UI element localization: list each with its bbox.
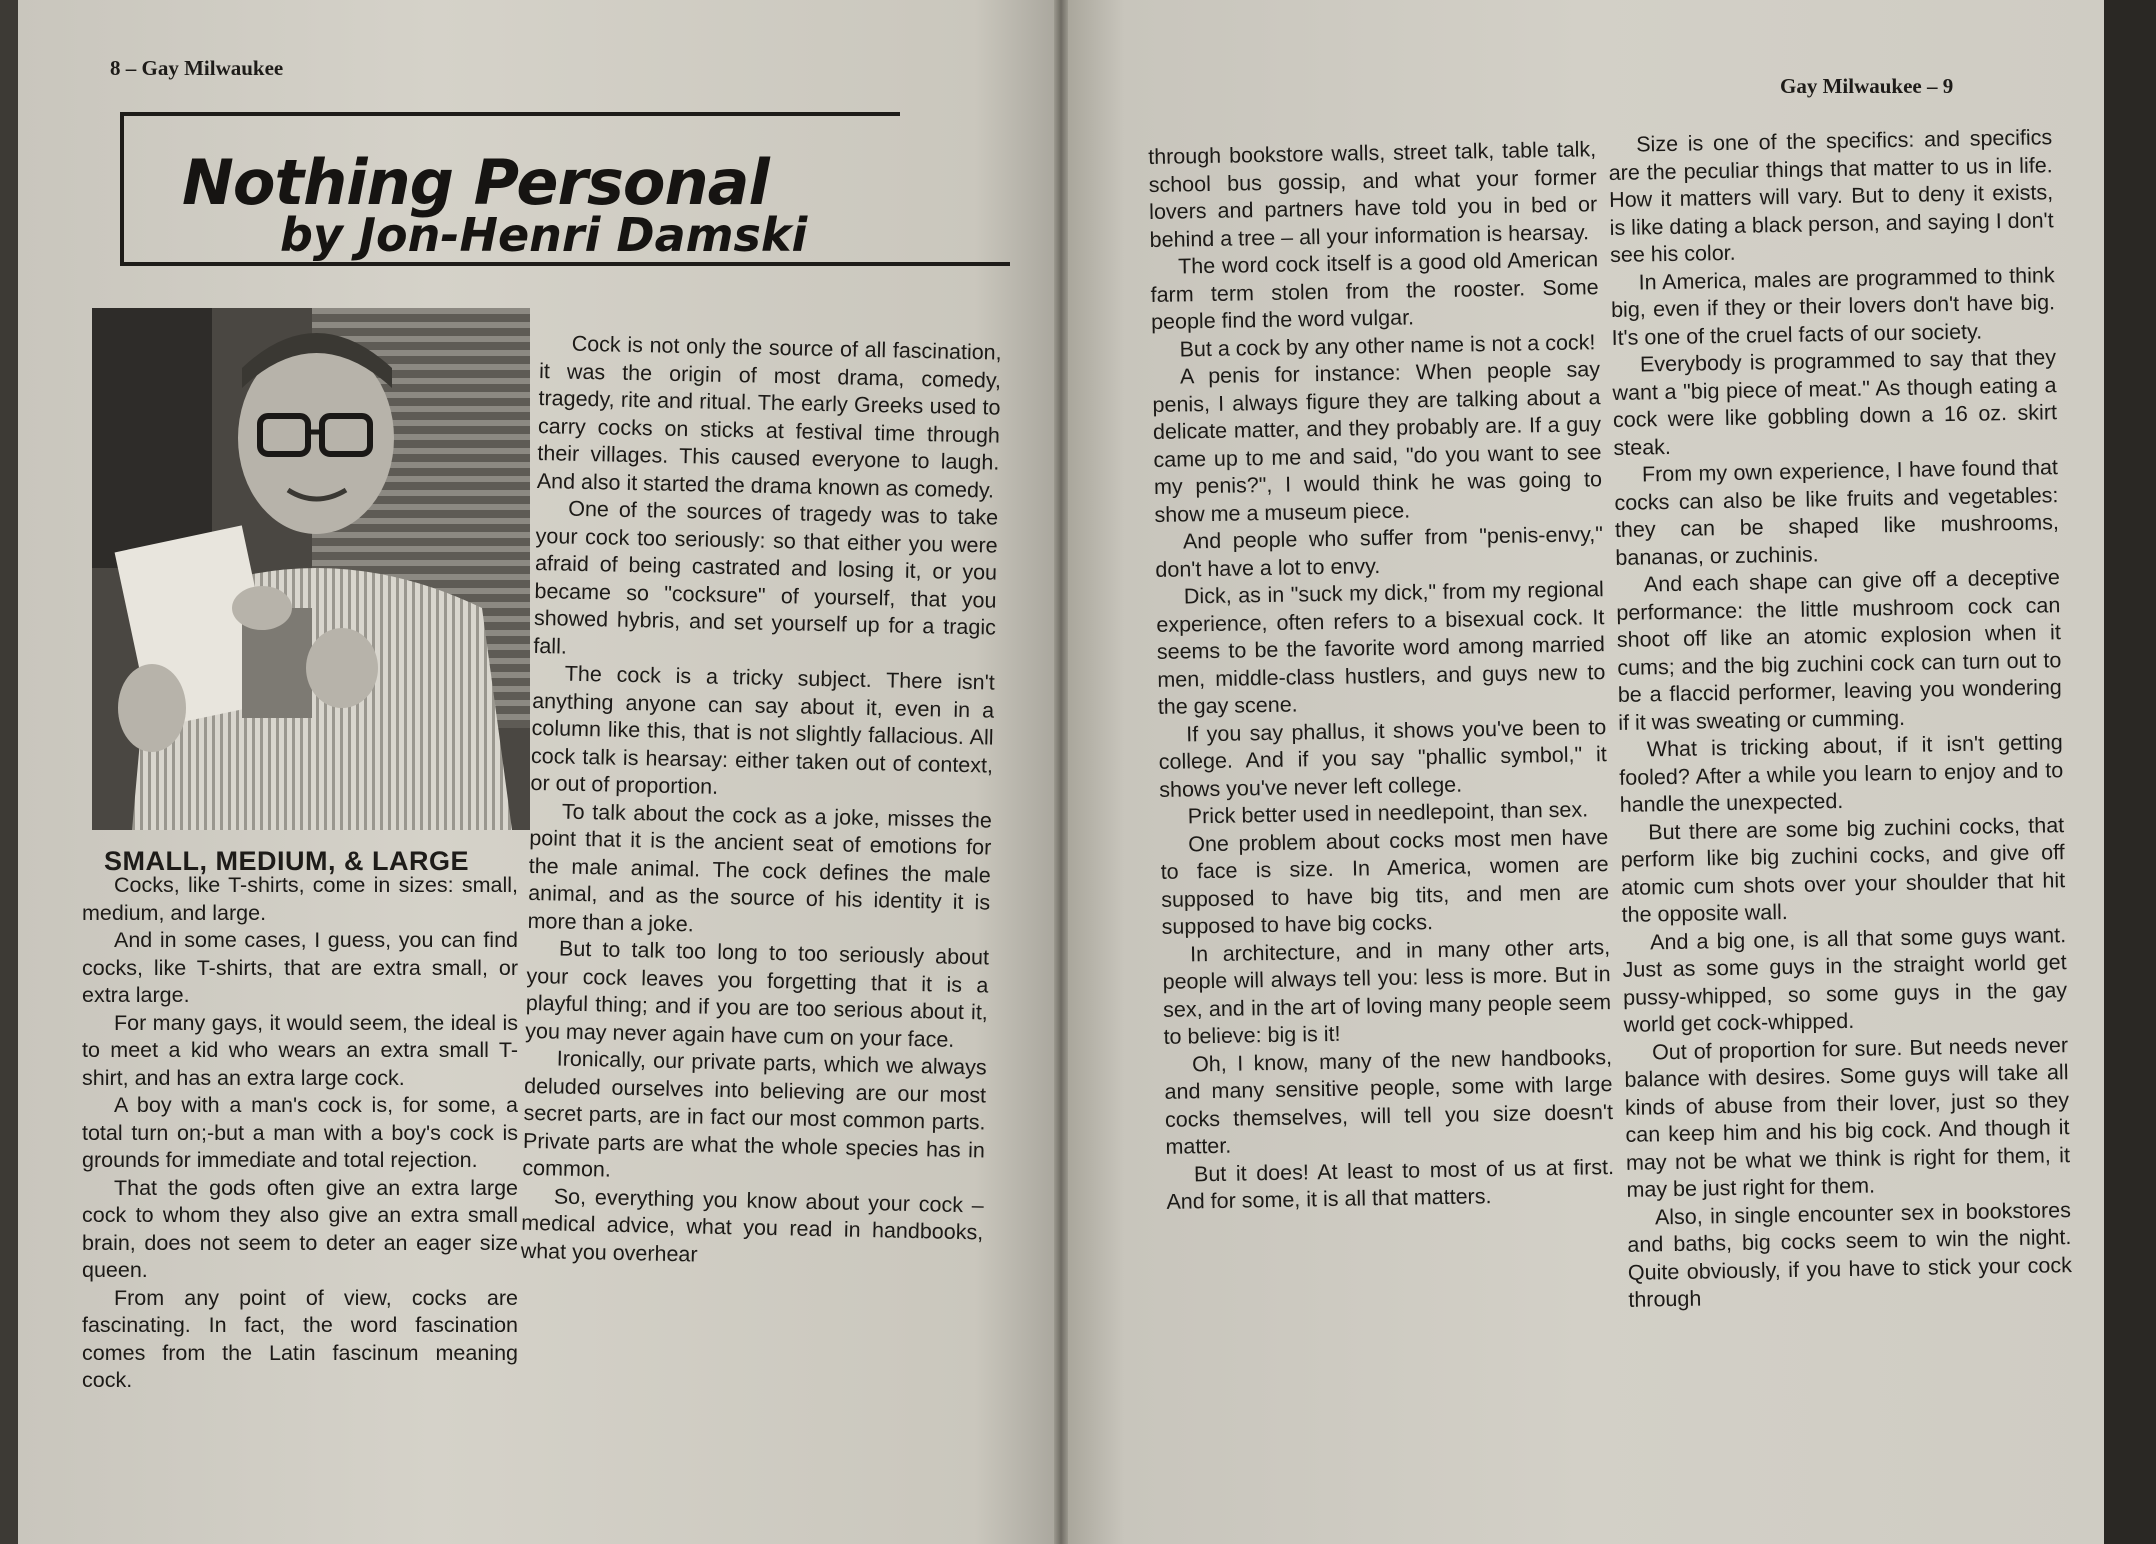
paragraph: The cock is a tricky subject. There isn't anything anyone can say about it, even in a column like this, that is not slightly fallacious. All cock talk is hearsay: either taken out of context, or out of proportion. bbox=[530, 661, 995, 799]
paragraph: And each shape can give off a deceptive performance: the little mushroom cock can shoot off like an atomic explosion when it cums; and the big zuchini cock can turn out to be a flaccid performer, leaving you wondering if it was sweating or cumming. bbox=[1616, 565, 2062, 735]
paragraph: Everybody is programmed to say that they want a "big piece of meat." As though eating a cock were like gobbling down a 16 oz. skirt steak. bbox=[1612, 345, 2058, 460]
author-photo bbox=[92, 308, 530, 830]
title-rule-left bbox=[120, 112, 124, 262]
author-photo-image bbox=[92, 308, 530, 830]
paragraph: One of the sources of tragedy was to take your cock too seriously: so that either you were afraid of being castrated and losing it, or you became so "cocksure" of yourself, that you showed hybris, and set yourself up for a tragic fall. bbox=[533, 496, 999, 659]
paragraph: What is tricking about, if it isn't getting fooled? After a while you learn to enjoy and to handle the unexpected. bbox=[1619, 730, 2064, 817]
article-byline: by Jon-Henri Damski bbox=[280, 208, 808, 262]
paragraph: And a big one, is all that some guys want. Just as some guys in the straight world get pussy-whipped, so some guys in the gay world get cock-whipped. bbox=[1622, 922, 2068, 1037]
paragraph: Cock is not only the source of all fascination, it was the origin of most drama, comedy, tragedy, rite and ritual. The early Greeks used to carry cocks on sticks at festival time through their villages. This caused everyone to laugh. And also it started the drama known as comedy. bbox=[536, 331, 1002, 503]
folio-right: Gay Milwaukee – 9 bbox=[1780, 74, 1954, 98]
paragraph: One problem about cocks most men have to face is size. In America, women are supposed to have big tits, and men are supposed to have big cocks. bbox=[1160, 824, 1610, 939]
column-4 bbox=[1608, 124, 2073, 1314]
paragraph: From any point of view, cocks are fascinating. In fact, the word fascination comes from the Latin fascinum meaning cock. bbox=[82, 1285, 518, 1392]
title-rule-top bbox=[120, 112, 900, 116]
paragraph: Oh, I know, many of the new handbooks, and many sensitive people, some with large cocks themselves, will tell you size doesn't matter. bbox=[1164, 1044, 1614, 1159]
paragraph: through bookstore walls, street talk, table talk, school bus gossip, and what your former lovers and partners have told you in bed or behind a tree – all your information is hearsay. bbox=[1148, 137, 1598, 252]
paragraph: So, everything you know about your cock – medical advice, what you read in handbooks, what you overhear bbox=[520, 1183, 985, 1266]
article-title: Nothing Personal bbox=[182, 146, 769, 219]
paragraph: A penis for instance: When people say penis, I always figure they are talking about a delicate matter, and they probably are. If a guy came up to me and said, "do you want to see my penis?", I would think he was going to show me a museum piece. bbox=[1152, 357, 1603, 527]
paragraph: To talk about the cock as a joke, misses the point that it is the ancient seat of emotions for the male animal. The cock defines the male animal, and as the source of his identity it is more than a joke. bbox=[527, 799, 993, 936]
paragraph: Prick better used in needlepoint, than sex. bbox=[1187, 797, 1589, 829]
paragraph: In architecture, and in many other arts, people will always tell you: less is more. But in sex, and in the art of loving many people seem to believe: big is it! bbox=[1162, 934, 1612, 1049]
column-1 bbox=[82, 872, 518, 1395]
paragraph: Also, in single encounter sex in bookstores and baths, big cocks seem to win the night. Quite obviously, if you have to stick your cock through bbox=[1627, 1197, 2073, 1312]
gutter bbox=[1054, 0, 1068, 1544]
paragraph: From my own experience, I have found that cocks can also be like fruits and vegetables: they can be shaped like mushrooms, bananas, or zuchinis. bbox=[1614, 455, 2060, 570]
paragraph: Cocks, like T-shirts, come in sizes: small, medium, and large. bbox=[82, 873, 518, 925]
folio-left: 8 – Gay Milwaukee bbox=[110, 56, 284, 80]
paragraph: Dick, as in "suck my dick," from my regional experience, often refers to a bisexual cock. It seems to be the favorite word among married men, middle-class hustlers, and guys new to the gay scene. bbox=[1156, 577, 1606, 719]
subhead: SMALL, MEDIUM, & LARGE bbox=[104, 846, 469, 876]
paragraph: If you say phallus, it shows you've been to college. And if you say "phallic symbol," it shows you've never left college. bbox=[1158, 714, 1607, 802]
paragraph: Ironically, our private parts, which we always deluded ourselves into believing are our most secret parts, are in fact our most common parts. Private parts are what the whole species has in common. bbox=[522, 1046, 987, 1182]
paragraph: But there are some big zuchini cocks, that perform like big zuchini cocks, and give off atomic cum shots over your shoulder that hit the opposite wall. bbox=[1620, 812, 2066, 927]
paragraph: But to talk too long to too seriously about your cock leaves you forgetting that it is a playful thing; and if you are too serious about it, you may never again have cum on your face. bbox=[525, 936, 990, 1052]
column-2 bbox=[520, 330, 1001, 1274]
title-rule-bottom bbox=[120, 262, 1010, 266]
page-edge bbox=[2104, 0, 2156, 1544]
paragraph: A boy with a man's cock is, for some, a total turn on;-but a man with a boy's cock is grounds for immediate and total rejection. bbox=[82, 1093, 518, 1172]
paragraph: Size is one of the specifics: and specifics are the peculiar things that matter to us in life. How it matters will vary. But to deny it exists, is like dating a black person, and saying I don't see his color. bbox=[1608, 125, 2054, 267]
paragraph: Out of proportion for sure. But needs never balance with desires. Some guys will take all kinds of abuse from their lover, just so they can keep him and his big cock. And though it may not be what we think is right for them, it may be just right for them. bbox=[1624, 1032, 2071, 1202]
paragraph: The word cock itself is a good old American farm term stolen from the rooster. Some people find the word vulgar. bbox=[1150, 247, 1599, 334]
paragraph: That the gods often give an extra large cock to whom they also give an extra small brain, does not seem to deter an eager size queen. bbox=[82, 1175, 518, 1282]
paragraph: And people who suffer from "penis-envy," don't have a lot to envy. bbox=[1155, 522, 1604, 582]
paragraph: But it does! At least to most of us at first. And for some, it is all that matters. bbox=[1166, 1154, 1615, 1214]
column-3 bbox=[1148, 136, 1615, 1216]
paragraph: And in some cases, I guess, you can find cocks, like T-shirts, that are extra small, or extra large. bbox=[82, 928, 518, 1007]
paragraph: For many gays, it would seem, the ideal is to meet a kid who wears an extra small T-shirt, and has an extra large cock. bbox=[82, 1010, 518, 1090]
paragraph: But a cock by any other name is not a cock! bbox=[1179, 329, 1596, 361]
paragraph: In America, males are programmed to think big, even if they or their lovers don't have big. It's one of the cruel facts of our society. bbox=[1610, 262, 2056, 350]
title-box bbox=[102, 112, 1010, 268]
